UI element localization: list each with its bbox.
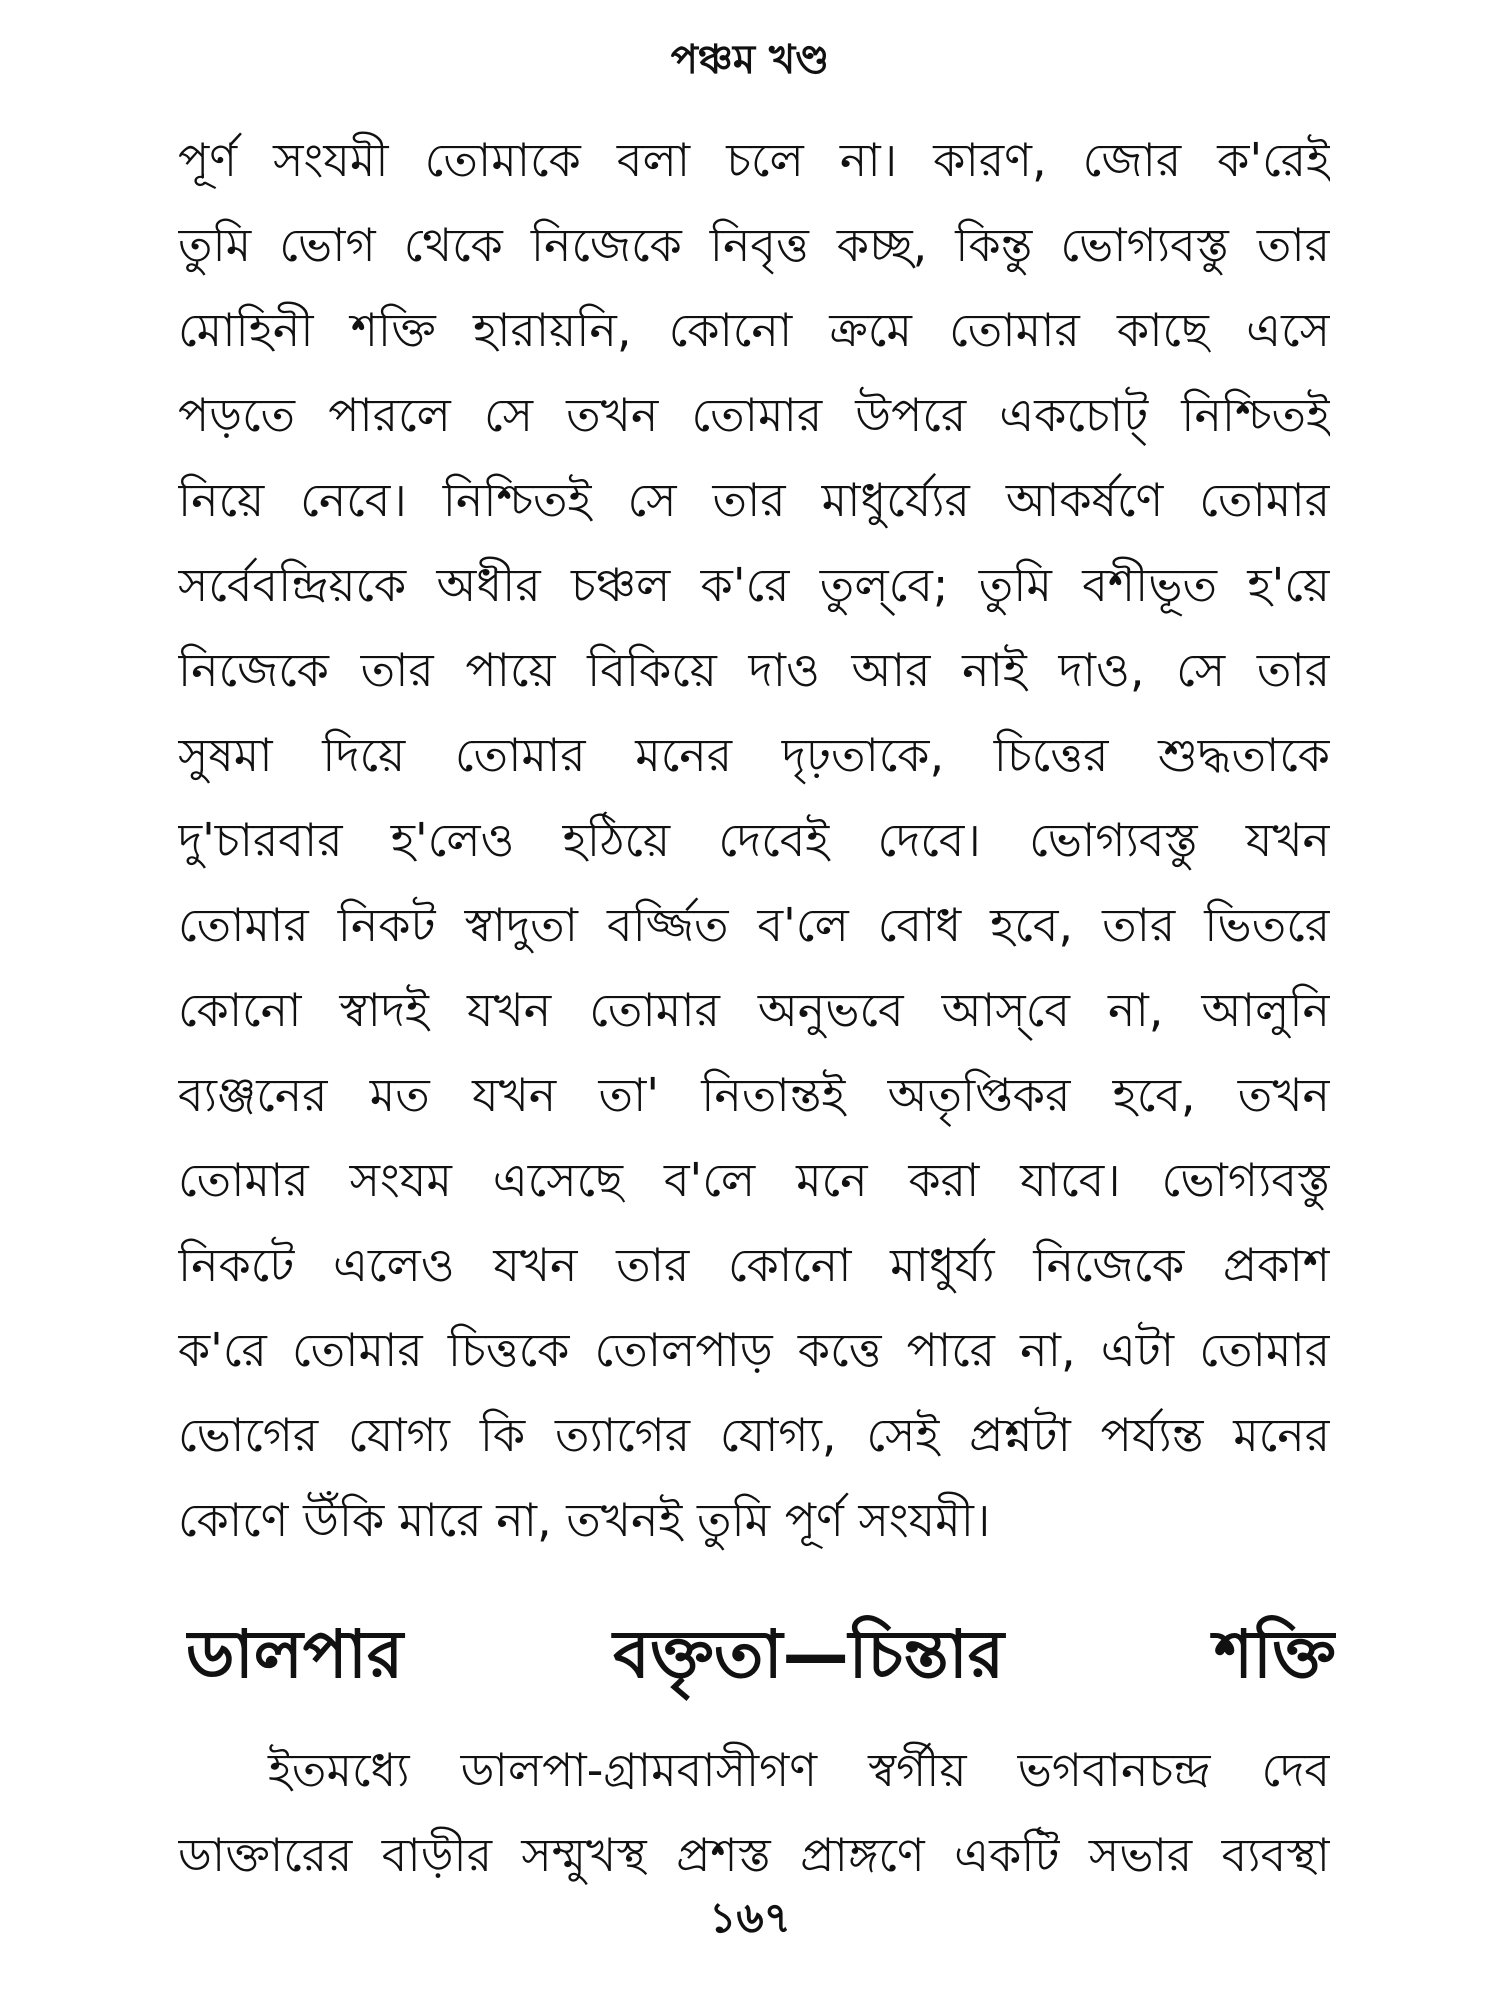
text-line: ব্যঞ্জনের মত যখন তা' নিতান্তই অতৃপ্তিকর হবে, তখন: [178, 1068, 1330, 1122]
text-line: ভোগের যোগ্য কি ত্যাগের যোগ্য, সেই প্রশ্নটা পর্য্যন্ত মনের: [178, 1408, 1330, 1462]
page-number: ১৬৭: [709, 1893, 791, 1942]
text-line: পড়তে পারলে সে তখন তোমার উপরে একচোট্ নিশ্চিতই: [178, 388, 1330, 442]
text-line: কোণে উঁকি মারে না, তখনই তুমি পূর্ণ সংযমী।: [178, 1493, 991, 1547]
running-header: পঞ্চম খণ্ড: [670, 37, 830, 83]
text-line: মোহিনী শক্তি হারায়নি, কোনো ক্রমে তোমার কাছে এসে: [178, 303, 1330, 357]
section-paragraph: [178, 1728, 1330, 1898]
text-line: নিকটে এলেও যখন তার কোনো মাধুর্য্য নিজেকে প্রকাশ: [178, 1238, 1330, 1292]
text-line: তোমার সংযম এসেছে ব'লে মনে করা যাবে। ভোগ্যবস্তু: [178, 1153, 1330, 1207]
text-line: ডাক্তারের বাড়ীর সম্মুখস্থ প্রশস্ত প্রাঙ্গণে একটি সভার ব্যবস্থা: [178, 1828, 1330, 1882]
text-line: পূর্ণ সংযমী তোমাকে বলা চলে না। কারণ, জোর ক'রেই: [178, 133, 1330, 187]
text-line: ক'রে তোমার চিত্তকে তোলপাড় কত্তে পারে না, এটা তোমার: [178, 1323, 1330, 1377]
text-line: ইতমধ্যে ডালপা-গ্রামবাসীগণ স্বর্গীয় ভগবানচন্দ্র দেব: [268, 1743, 1330, 1797]
text-line: তোমার নিকট স্বাদুতা বর্জ্জিত ব'লে বোধ হবে, তার ভিতরে: [178, 898, 1330, 952]
text-line: নিজেকে তার পায়ে বিকিয়ে দাও আর নাই দাও, সে তার: [178, 643, 1330, 697]
section-heading: ডালপার বক্তৃতা—চিন্তার শক্তি: [186, 1616, 1336, 1693]
body-paragraph: [178, 118, 1330, 1563]
text-line: দু'চারবার হ'লেও হঠিয়ে দেবেই দেবে। ভোগ্যবস্তু যখন: [178, 813, 1330, 867]
text-line: নিয়ে নেবে। নিশ্চিতই সে তার মাধুর্য্যের আকর্ষণে তোমার: [178, 473, 1330, 527]
text-line: সুষমা দিয়ে তোমার মনের দৃঢ়তাকে, চিত্তের শুদ্ধতাকে: [178, 728, 1330, 782]
text-line: কোনো স্বাদই যখন তোমার অনুভবে আস্‌বে না, আলুনি: [178, 983, 1330, 1037]
text-line: তুমি ভোগ থেকে নিজেকে নিবৃত্ত কচ্ছ, কিন্তু ভোগ্যবস্তু তার: [178, 218, 1330, 272]
text-line: সর্বেবন্দ্রিয়কে অধীর চঞ্চল ক'রে তুল্‌বে; তুমি বশীভূত হ'য়ে: [178, 558, 1330, 612]
